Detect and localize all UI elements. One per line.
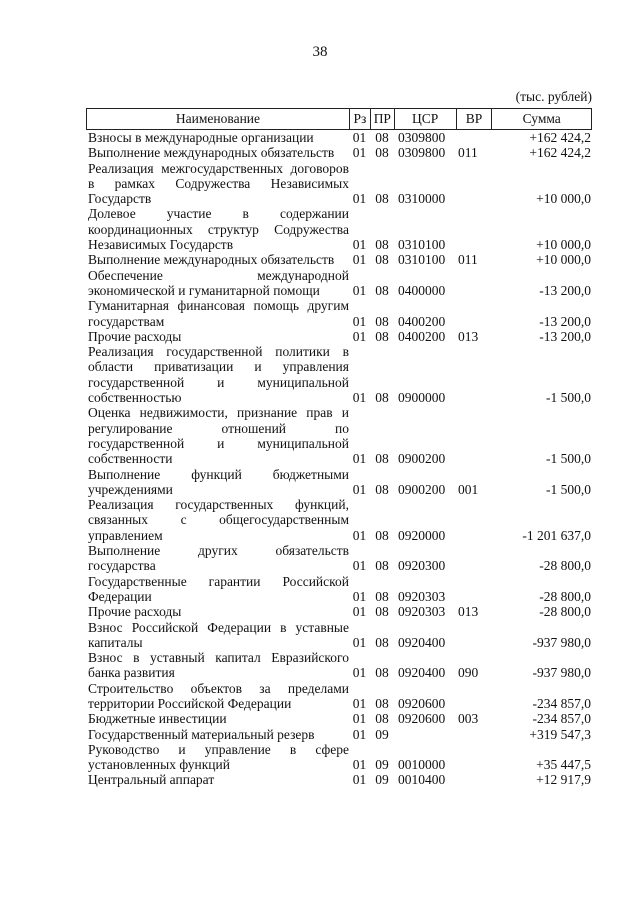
row-name-line: Реализация государственной политики в — [88, 344, 349, 360]
row-pr: 08 — [375, 328, 389, 344]
row-name-line: Оценка недвижимости, признание прав и — [88, 405, 349, 421]
row-pr: 09 — [375, 757, 389, 773]
row-name — [86, 329, 349, 344]
row-name-line: Долевое участие в содержании — [88, 206, 349, 222]
row-sum: +319 547,3 — [529, 726, 591, 742]
row-name-line: Взнос Российской Федерации в уставные — [88, 619, 349, 635]
row-name — [86, 711, 349, 726]
row-name-line: установленных функций — [88, 757, 230, 773]
table-row — [86, 344, 592, 405]
row-vr: 013 — [458, 604, 479, 620]
table-row — [86, 145, 592, 160]
row-rz: 01 — [352, 588, 367, 604]
row-name-line: Выполнение международных обязательств — [88, 145, 335, 161]
row-name — [86, 344, 349, 405]
row-name — [86, 130, 349, 145]
row-csr: 0900200 — [398, 481, 446, 497]
table-row — [86, 206, 592, 252]
row-rz: 01 — [352, 634, 367, 650]
row-pr: 08 — [375, 604, 389, 620]
table-row — [86, 161, 592, 207]
row-pr: 09 — [375, 772, 389, 788]
row-rz: 01 — [352, 481, 367, 497]
header-vr: ВР — [456, 109, 492, 129]
row-rz: 01 — [352, 237, 367, 253]
row-name-line: Государственные гарантии Российской — [88, 573, 349, 589]
row-name-line: управлением — [88, 527, 163, 543]
row-name-line: регулирование отношений по — [88, 420, 349, 436]
row-csr: 0400200 — [398, 328, 446, 344]
row-pr: 08 — [375, 711, 389, 727]
row-name-line: собственностью — [88, 390, 182, 406]
row-rz: 01 — [352, 527, 367, 543]
row-csr: 0920600 — [398, 695, 446, 711]
row-csr: 0400000 — [398, 282, 446, 298]
row-csr: 0920400 — [398, 665, 446, 681]
row-name — [86, 604, 349, 619]
row-name-line: Независимых Государств — [88, 237, 234, 253]
row-pr: 08 — [375, 390, 389, 406]
row-name — [86, 620, 349, 651]
row-pr: 08 — [375, 695, 389, 711]
header-name: Наименование — [175, 111, 261, 126]
row-csr: 0309800 — [398, 145, 446, 161]
row-rz: 01 — [352, 130, 367, 145]
row-name-line: координационных структур Содружества — [88, 221, 349, 237]
row-name — [86, 742, 349, 773]
header-pr: ПР — [370, 109, 394, 129]
row-pr: 08 — [375, 588, 389, 604]
row-rz: 01 — [352, 558, 367, 574]
table-row — [86, 742, 592, 773]
row-sum: +12 917,9 — [536, 772, 591, 788]
row-sum: -937 980,0 — [532, 665, 591, 681]
row-pr: 08 — [375, 527, 389, 543]
row-rz: 01 — [352, 604, 367, 620]
row-name-line: Взносы в международные организации — [88, 130, 314, 145]
row-csr: 0900000 — [398, 390, 446, 406]
row-pr: 08 — [375, 191, 389, 207]
row-pr: 08 — [375, 130, 389, 145]
row-csr: 0920400 — [398, 634, 446, 650]
row-rz: 01 — [352, 665, 367, 681]
row-name-line: государства — [88, 558, 156, 574]
table-row — [86, 711, 592, 726]
row-name — [86, 543, 349, 574]
row-name-line: Строительство объектов за пределами — [88, 680, 349, 696]
row-rz: 01 — [352, 757, 367, 773]
row-name — [86, 252, 349, 267]
row-vr: 013 — [458, 328, 479, 344]
table-body — [86, 130, 592, 788]
row-rz: 01 — [352, 328, 367, 344]
row-csr: 0920000 — [398, 527, 446, 543]
row-name-line: Взнос в уставный капитал Евразийского — [88, 650, 349, 666]
row-name-line: государственной и муниципальной — [88, 374, 349, 390]
row-name-line: Гуманитарная финансовая помощь другим — [88, 298, 349, 314]
row-csr: 0920300 — [398, 558, 446, 574]
row-name-line: собственности — [88, 451, 173, 467]
budget-table — [86, 108, 592, 788]
row-csr: 0010400 — [398, 772, 446, 788]
row-name — [86, 574, 349, 605]
row-name-line: Выполнение функций бюджетными — [88, 466, 349, 482]
row-csr: 0310000 — [398, 191, 446, 207]
row-name — [86, 467, 349, 498]
row-name — [86, 405, 349, 466]
row-sum: +10 000,0 — [536, 191, 591, 207]
row-sum: +162 424,2 — [529, 145, 591, 161]
row-csr: 0310100 — [398, 252, 446, 268]
row-name — [86, 727, 349, 742]
row-rz: 01 — [352, 695, 367, 711]
row-name — [86, 268, 349, 299]
row-name-line: государствам — [88, 313, 165, 329]
row-rz: 01 — [352, 772, 367, 788]
row-rz: 01 — [352, 282, 367, 298]
row-pr: 09 — [375, 726, 389, 742]
row-name-line: Прочие расходы — [88, 604, 182, 620]
table-row — [86, 268, 592, 299]
row-pr: 08 — [375, 634, 389, 650]
row-name-line: Руководство и управление в сфере — [88, 741, 349, 757]
table-row — [86, 604, 592, 619]
row-rz: 01 — [352, 191, 367, 207]
table-row — [86, 650, 592, 681]
table-header — [86, 108, 592, 130]
row-vr: 011 — [458, 145, 478, 161]
row-pr: 08 — [375, 145, 389, 161]
row-name-line: Центральный аппарат — [88, 772, 215, 788]
row-csr: 0920303 — [398, 604, 446, 620]
row-name-line: связанных с общегосударственным — [88, 512, 349, 528]
row-name-line: Выполнение других обязательств — [88, 543, 349, 559]
row-pr: 08 — [375, 665, 389, 681]
row-vr: 090 — [458, 665, 479, 681]
row-name-line: капиталы — [88, 634, 143, 650]
row-name — [86, 772, 349, 787]
row-name-line: Федерации — [88, 588, 152, 604]
row-rz: 01 — [352, 726, 367, 742]
row-rz: 01 — [352, 145, 367, 161]
row-sum: -1 500,0 — [546, 451, 591, 467]
row-name-line: Бюджетные инвестиции — [88, 711, 227, 727]
row-sum: -1 500,0 — [546, 390, 591, 406]
table-row — [86, 130, 592, 145]
row-sum: -234 857,0 — [532, 711, 591, 727]
table-row — [86, 574, 592, 605]
header-csr: ЦСР — [394, 109, 456, 129]
table-row — [86, 329, 592, 344]
header-rz: Рз — [349, 109, 370, 129]
row-name-line: Реализация государственных функций, — [88, 497, 349, 513]
row-name — [86, 650, 349, 681]
row-name-line: Выполнение международных обязательств — [88, 252, 335, 268]
row-name — [86, 145, 349, 160]
row-sum: -13 200,0 — [539, 328, 591, 344]
row-name — [86, 298, 349, 329]
table-row — [86, 298, 592, 329]
row-rz: 01 — [352, 451, 367, 467]
row-name — [86, 161, 349, 207]
row-pr: 08 — [375, 451, 389, 467]
row-rz: 01 — [352, 711, 367, 727]
row-name-line: Реализация межгосударственных договоров — [88, 160, 349, 176]
row-name-line: области приватизации и управления — [88, 359, 349, 375]
row-pr: 08 — [375, 252, 389, 268]
row-sum: +10 000,0 — [536, 237, 591, 253]
row-csr: 0310100 — [398, 237, 446, 253]
row-name — [86, 206, 349, 252]
row-sum: -1 500,0 — [546, 481, 591, 497]
row-name-line: государственной и муниципальной — [88, 435, 349, 451]
row-rz: 01 — [352, 252, 367, 268]
table-row — [86, 772, 592, 787]
row-csr: 0920600 — [398, 711, 446, 727]
units-label: (тыс. рублей) — [515, 89, 592, 104]
table-row — [86, 681, 592, 712]
row-sum: -28 800,0 — [539, 588, 591, 604]
row-pr: 08 — [375, 282, 389, 298]
table-row — [86, 497, 592, 543]
row-rz: 01 — [352, 313, 367, 329]
table-row — [86, 727, 592, 742]
row-csr: 0309800 — [398, 130, 446, 145]
row-pr: 08 — [375, 313, 389, 329]
table-row — [86, 467, 592, 498]
row-sum: -13 200,0 — [539, 282, 591, 298]
row-rz: 01 — [352, 390, 367, 406]
row-sum: -234 857,0 — [532, 695, 591, 711]
row-name-line: Прочие расходы — [88, 328, 182, 344]
row-vr: 011 — [458, 252, 478, 268]
table-row — [86, 252, 592, 267]
row-name — [86, 681, 349, 712]
row-name-line: экономической и гуманитарной помощи — [88, 282, 320, 298]
header-sum: Сумма — [491, 109, 591, 129]
row-sum: +162 424,2 — [529, 130, 591, 145]
row-csr: 0900200 — [398, 451, 446, 467]
row-name — [86, 497, 349, 543]
table-row — [86, 543, 592, 574]
row-name-line: Обеспечение международной — [88, 267, 349, 283]
page-number: 38 — [312, 44, 328, 60]
row-pr: 08 — [375, 481, 389, 497]
row-pr: 08 — [375, 558, 389, 574]
row-sum: +10 000,0 — [536, 252, 591, 268]
table-row — [86, 620, 592, 651]
row-name-line: Государств — [88, 191, 152, 207]
row-vr: 001 — [458, 481, 479, 497]
row-sum: -28 800,0 — [539, 604, 591, 620]
row-name-line: учреждениями — [88, 481, 173, 497]
row-vr: 003 — [458, 711, 479, 727]
row-sum: -937 980,0 — [532, 634, 591, 650]
row-sum: -1 201 637,0 — [522, 527, 591, 543]
row-name-line: территории Российской Федерации — [88, 695, 292, 711]
row-csr: 0400200 — [398, 313, 446, 329]
table-row — [86, 405, 592, 466]
row-sum: +35 447,5 — [536, 757, 591, 773]
row-name-line: в рамках Содружества Независимых — [88, 175, 349, 191]
row-pr: 08 — [375, 237, 389, 253]
row-csr: 0010000 — [398, 757, 446, 773]
row-sum: -13 200,0 — [539, 313, 591, 329]
row-csr: 0920303 — [398, 588, 446, 604]
row-name-line: Государственный материальный резерв — [88, 726, 315, 742]
row-name-line: банка развития — [88, 665, 175, 681]
row-sum: -28 800,0 — [539, 558, 591, 574]
